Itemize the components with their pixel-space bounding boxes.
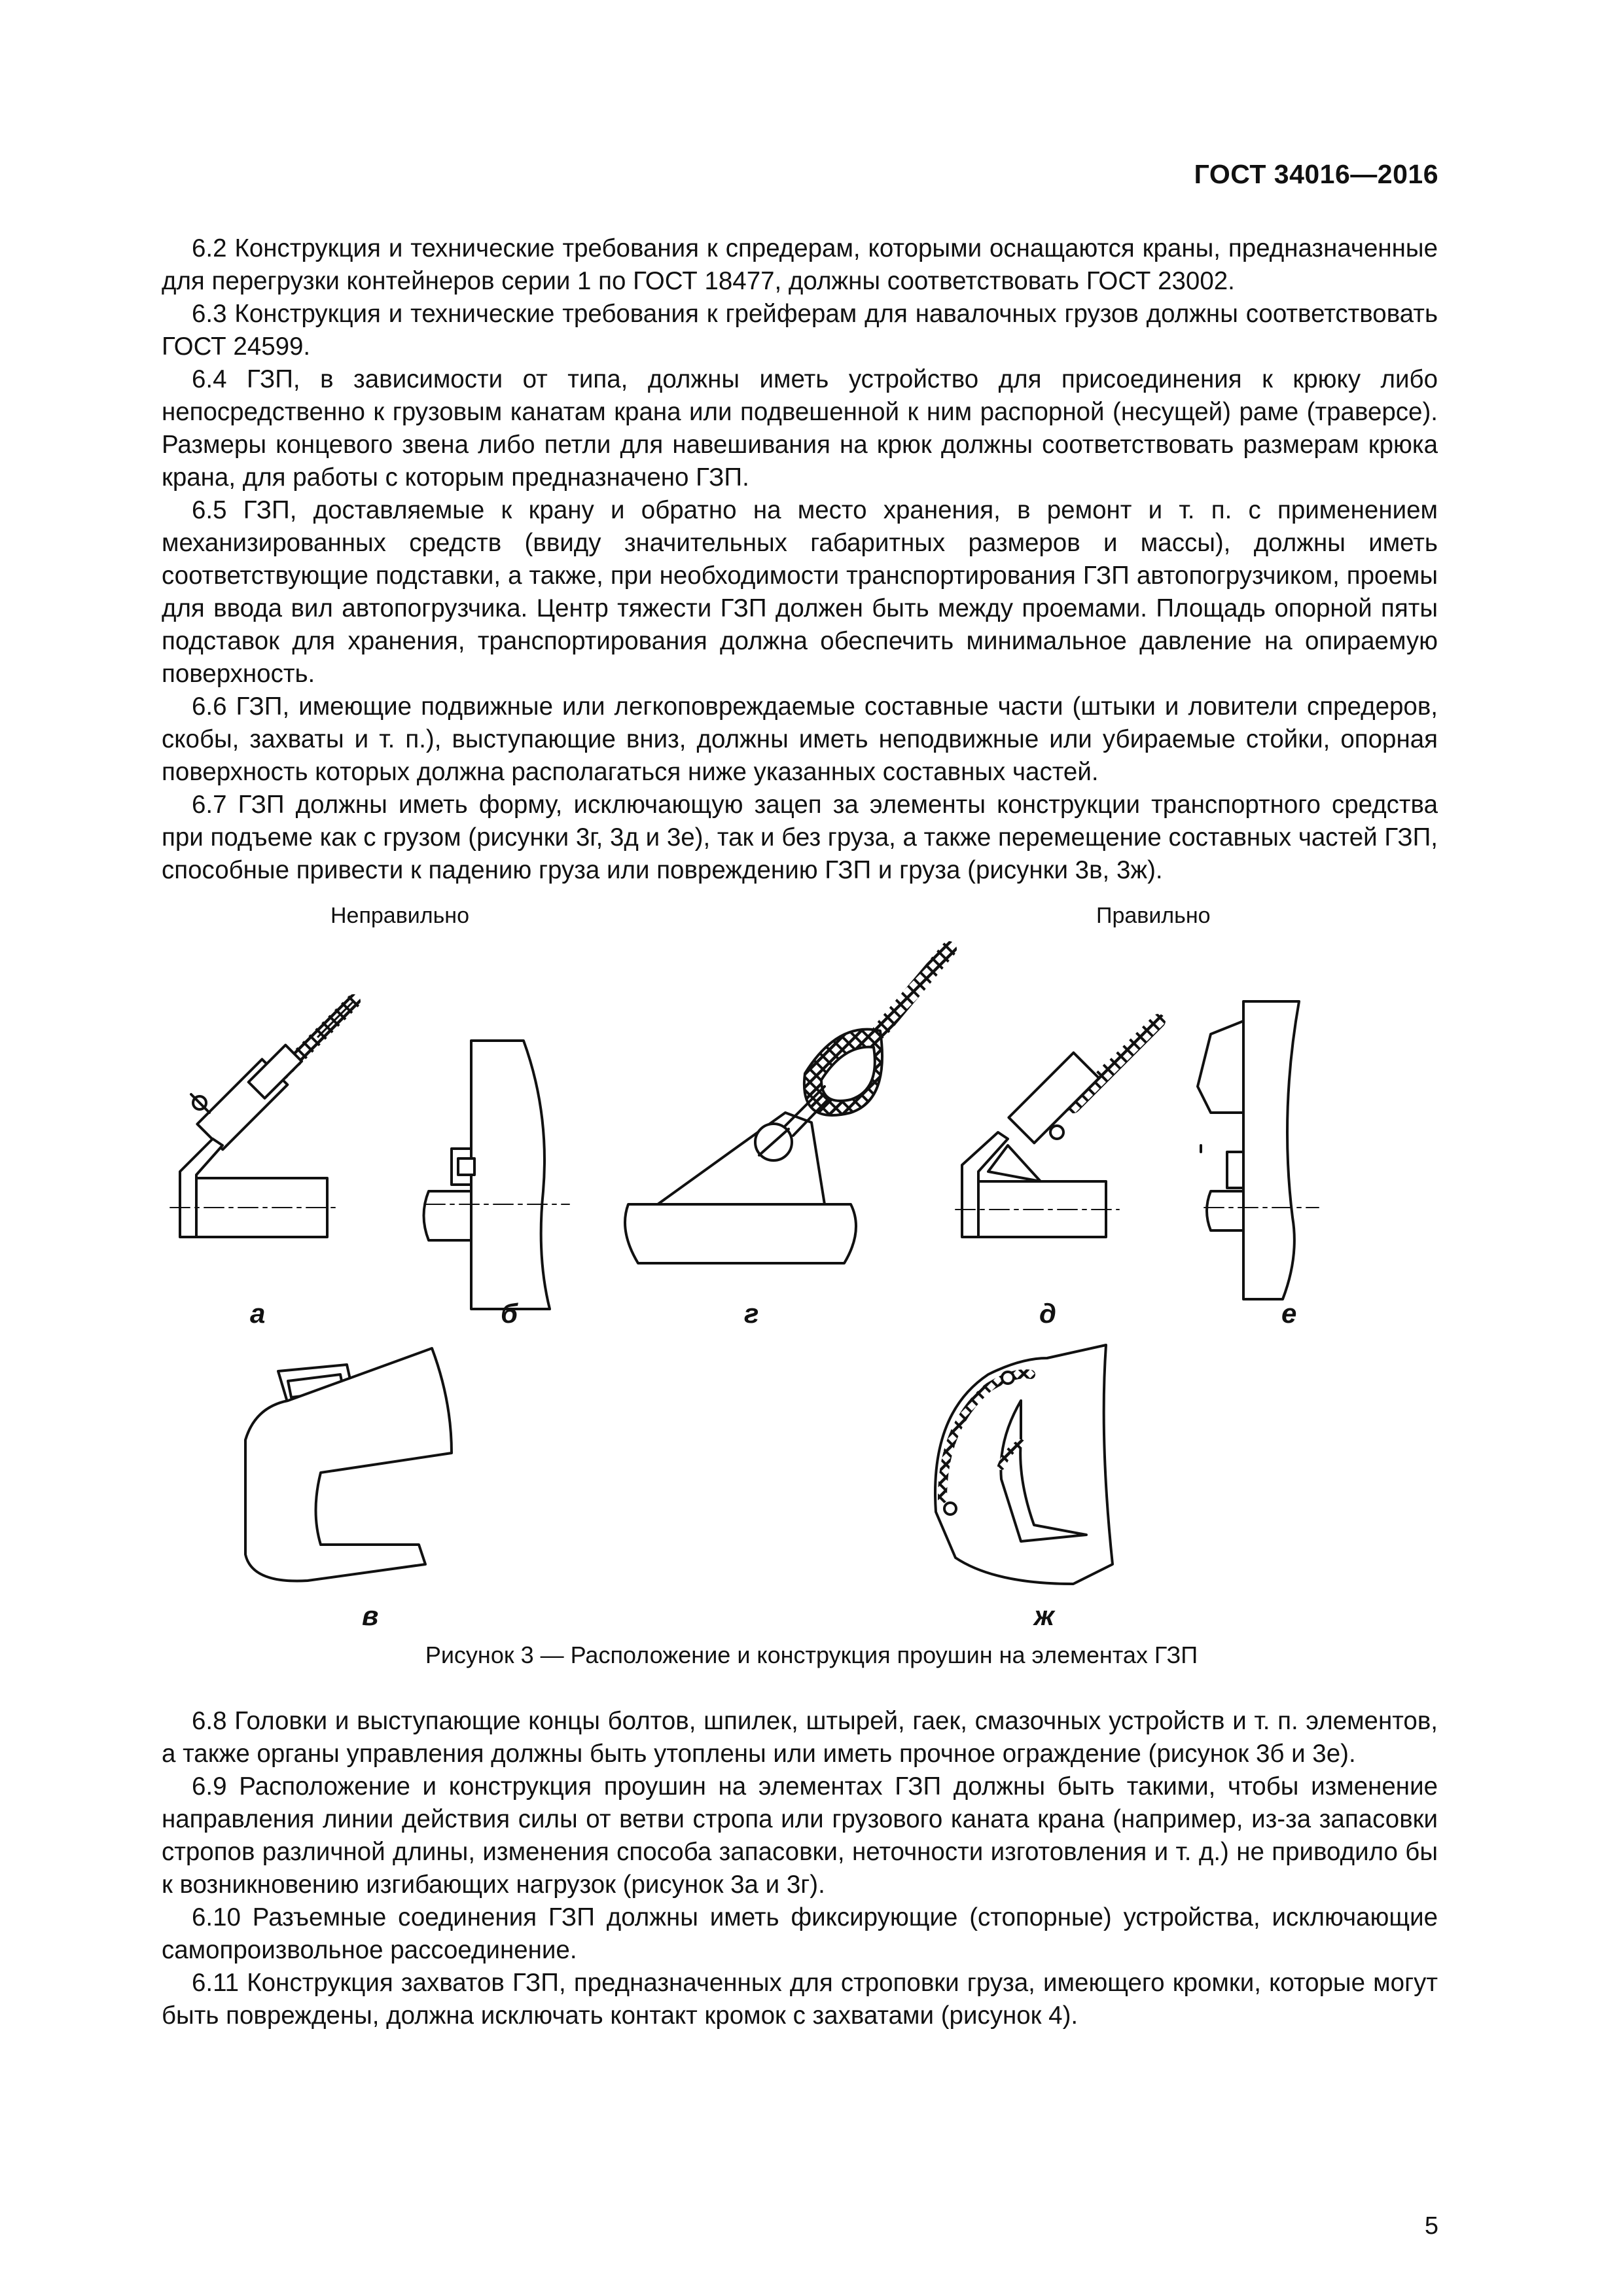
figure-b-drawing: [424, 1041, 570, 1309]
letter-b: б: [501, 1298, 518, 1329]
figure-e-drawing: [1198, 1001, 1319, 1299]
paragraph-6-6: 6.6 ГЗП, имеющие подвижные или легкоповреждаемые составные части (штыки и ловители спредеров, скобы, захваты и т. п.), выступающие вниз, должны иметь неподвижные или убираемые стойки, опорная поверхность которых должна располагаться ниже указанных составных частей.: [162, 692, 1438, 786]
letter-g: г: [744, 1298, 759, 1329]
text-block-bottom: [162, 1705, 1438, 2032]
paragraph-6-7: 6.7 ГЗП должны иметь форму, исключающую зацеп за элементы конструкции транспортного средства при подъеме как с грузом (рисунки 3г, 3д и 3е), так и без груза, а также перемещение составных частей ГЗП, способные привести к падению груза или повреждению ГЗП и груза (рисунки 3в, 3ж).: [162, 791, 1438, 884]
page-number: 5: [1424, 2212, 1438, 2240]
label-wrong: Неправильно: [330, 903, 469, 928]
figure-caption: Рисунок 3 — Расположение и конструкция проушин на элементах ГЗП: [425, 1641, 1198, 1668]
paragraph-6-11: 6.11 Конструкция захватов ГЗП, предназначенных для строповки груза, имеющего кромки, которые могут быть повреждены, должна исключать контакт кромок с захватами (рисунок 4).: [162, 1969, 1438, 2030]
document-header: ГОСТ 34016—2016: [1194, 159, 1438, 189]
paragraph-6-10: 6.10 Разъемные соединения ГЗП должны иметь фиксирующие (стопорные) устройства, исключающие самопроизвольное рассоединение.: [162, 1903, 1438, 1964]
paragraph-6-9: 6.9 Расположение и конструкция проушин на элементах ГЗП должны быть такими, чтобы изменение направления линии действия силы от ветви стропа или грузового каната крана (например, из-за запасовки стропов различной длины, изменения способа запасовки, неточности изготовления и т. д.) не приводило бы к возникновению изгибающих нагрузок (рисунок 3а и 3г).: [162, 1772, 1438, 1899]
paragraph-6-5: 6.5 ГЗП, доставляемые к крану и обратно на место хранения, в ремонт и т. п. с применением механизированных средств (ввиду значительных габаритных размеров и массы), должны иметь соответствующие подставки, а также, при необходимости транспортирования ГЗП автопогрузчиком, проемы для ввода вил автопогрузчика. Центр тяжести ГЗП должен быть между проемами. Площадь опорной пяты подставок для хранения, транспортирования должна обеспечить минимальное давление на опираемую поверхность.: [162, 496, 1438, 688]
figure-d-drawing: [955, 1021, 1158, 1237]
figure-zh-drawing: [935, 1345, 1113, 1584]
letter-v: в: [362, 1600, 379, 1631]
letter-d: д: [1039, 1298, 1056, 1329]
label-right: Правильно: [1096, 903, 1211, 928]
figure-g-drawing: [625, 949, 949, 1263]
paragraph-6-3: 6.3 Конструкция и технические требования к грейферам для навалочных грузов должны соответствовать ГОСТ 24599.: [162, 300, 1438, 361]
paragraph-6-4: 6.4 ГЗП, в зависимости от типа, должны иметь устройство для присоединения к крюку либо непосредственно к грузовым канатам крана или подвешенной к ним распорной (несущей) раме (траверсе). Размеры концевого звена либо петли для навешивания на крюк должны соответствовать размерам крюка крана, для работы с которым предназначено ГЗП.: [162, 365, 1438, 492]
paragraph-6-8: 6.8 Головки и выступающие концы болтов, шпилек, штырей, гаек, смазочных устройств и т. п. элементов, а также органы управления должны быть утоплены или иметь прочное ограждение (рисунок 3б и 3е).: [162, 1707, 1438, 1768]
letter-zh: ж: [1034, 1600, 1054, 1631]
letter-e: е: [1281, 1298, 1297, 1329]
figure-v-drawing: [245, 1348, 452, 1581]
figure-a-drawing: [170, 1001, 353, 1237]
paragraph-6-2: 6.2 Конструкция и технические требования к спредерам, которыми оснащаются краны, предназначенные для перегрузки контейнеров серии 1 по ГОСТ 18477, должны соответствовать ГОСТ 23002.: [162, 234, 1438, 295]
letter-a: а: [250, 1298, 266, 1329]
